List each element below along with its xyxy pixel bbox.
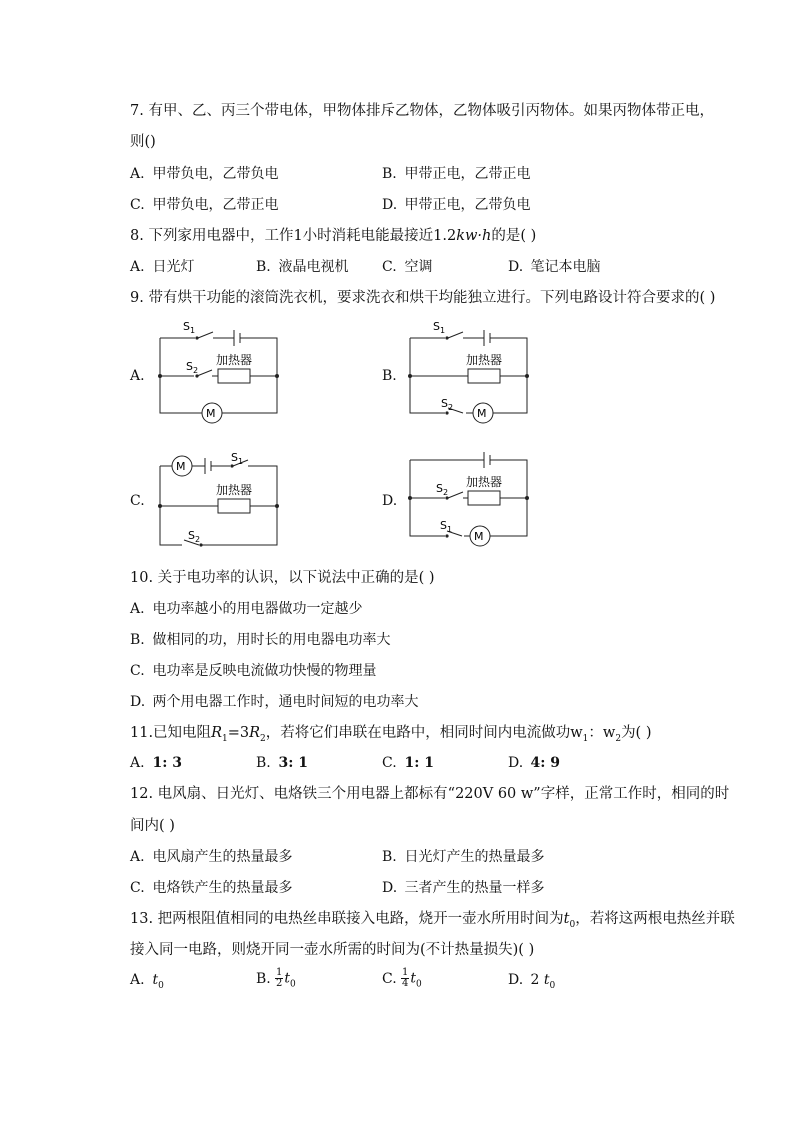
q7-stem-line2: 则() (130, 134, 156, 150)
q9-b-heater-label: 加热器 (466, 353, 503, 367)
q13-c-fraction: $\frac{1}{4}$ (402, 967, 409, 989)
q9-d-s2-label: $S_2$ (436, 482, 449, 497)
q10-stem: 10. 关于电功率的认识，以下说法中正确的是( ) (130, 570, 435, 586)
q9-circuit-a (150, 318, 290, 428)
q9-option-d-key: D. (382, 493, 398, 509)
q12-stem-line2: 间内( ) (130, 818, 175, 834)
q8-stem: 8. 下列家用电器中，工作1小时消耗电能最接近1.2kw·h的是( ) (130, 228, 537, 244)
q9-option-c-key: C. (130, 493, 145, 509)
q11-stem: 11.已知电阻$R_1=3R_2$，若将它们串联在电路中，相同时间内电流做功$w_1$：$w_2$为( ) (130, 725, 652, 744)
q9-d-motor-label: M (474, 530, 484, 543)
q7-stem-line1: 7. 有甲、乙、丙三个带电体，甲物体排斥乙物体，乙物体吸引丙物体。如果丙物体带正电， (130, 103, 714, 119)
q8-option-c: C. 空调 (382, 259, 433, 275)
q11-option-c: C. 1: 1 (382, 755, 434, 771)
q9-b-motor-label: M (477, 407, 487, 420)
q8-option-d: D. 笔记本电脑 (508, 259, 601, 275)
q9-circuit-d (400, 450, 540, 555)
q9-c-motor-label: M (176, 460, 186, 473)
q9-a-s1-label: $S_1$ (183, 320, 196, 335)
q13-option-d: D. 2 $t_0$ (508, 972, 556, 991)
q9-circuit-b (400, 318, 540, 428)
q9-option-b-key: B. (382, 368, 397, 384)
q12-stem-line1: 12. 电风扇、日光灯、电烙铁三个用电器上都标有“220V 60 w”字样，正常工作时，相同的时 (130, 786, 730, 802)
q8-option-b: B. 液晶电视机 (256, 259, 349, 275)
q11-option-b: B. 3: 1 (256, 755, 308, 771)
q9-a-heater-label: 加热器 (216, 353, 253, 367)
q9-d-heater-label: 加热器 (466, 475, 503, 489)
q13-stem-line1: 13. 把两根阻值相同的电热丝串联接入电路，烧开一壶水所用时间为$t_0$，若将这两根电热丝并联 (130, 911, 735, 930)
q12-option-a: A. 电风扇产生的热量最多 (130, 849, 293, 865)
q9-option-a-key: A. (130, 368, 145, 384)
q9-c-s1-label: $S_1$ (231, 451, 244, 466)
q10-option-d: D. 两个用电器工作时，通电时间短的电功率大 (130, 694, 419, 710)
q9-a-s2-label: $S_2$ (186, 360, 199, 375)
q11-option-d: D. 4: 9 (508, 755, 560, 771)
q9-c-s2-label: $S_2$ (188, 529, 201, 544)
q13-b-fraction: $\frac{1}{2}$ (276, 967, 283, 989)
q13-stem-line2: 接入同一电路，则烧开同一壶水所需的时间为(不计热量损失)( ) (130, 942, 535, 958)
q9-b-s2-label: $S_2$ (441, 397, 454, 412)
q9-stem: 9. 带有烘干功能的滚筒洗衣机，要求洗衣和烘干均能独立进行。下列电路设计符合要求的( ) (130, 290, 716, 306)
q12-option-d: D. 三者产生的热量一样多 (382, 880, 545, 896)
q11-option-a: A. 1: 3 (130, 755, 182, 771)
q9-a-motor-label: M (206, 407, 216, 420)
q7-option-b: B. 甲带正电，乙带正电 (382, 166, 531, 182)
q13-option-a: A. $t_0$ (130, 972, 164, 991)
q10-option-b: B. 做相同的功，用时长的用电器电功率大 (130, 632, 391, 648)
q7-option-d: D. 甲带正电，乙带负电 (382, 197, 531, 213)
q7-option-a: A. 甲带负电，乙带负电 (130, 166, 279, 182)
q10-option-a: A. 电功率越小的用电器做功一定越少 (130, 601, 363, 617)
q10-option-c: C. 电功率是反映电流做功快慢的物理量 (130, 663, 377, 679)
q9-circuit-c (150, 450, 290, 555)
q7-option-c: C. 甲带负电，乙带正电 (130, 197, 279, 213)
q12-option-b: B. 日光灯产生的热量最多 (382, 849, 545, 865)
q12-option-c: C. 电烙铁产生的热量最多 (130, 880, 293, 896)
q13-option-c: C. $\frac{1}{4}$ $t_0$ (382, 967, 422, 990)
q13-option-b: B. $\frac{1}{2}$ $t_0$ (256, 967, 296, 990)
q8-option-a: A. 日光灯 (130, 259, 195, 275)
q9-b-s1-label: $S_1$ (433, 320, 446, 335)
q9-d-s1-label: $S_1$ (440, 519, 453, 534)
q9-c-heater-label: 加热器 (216, 483, 253, 497)
